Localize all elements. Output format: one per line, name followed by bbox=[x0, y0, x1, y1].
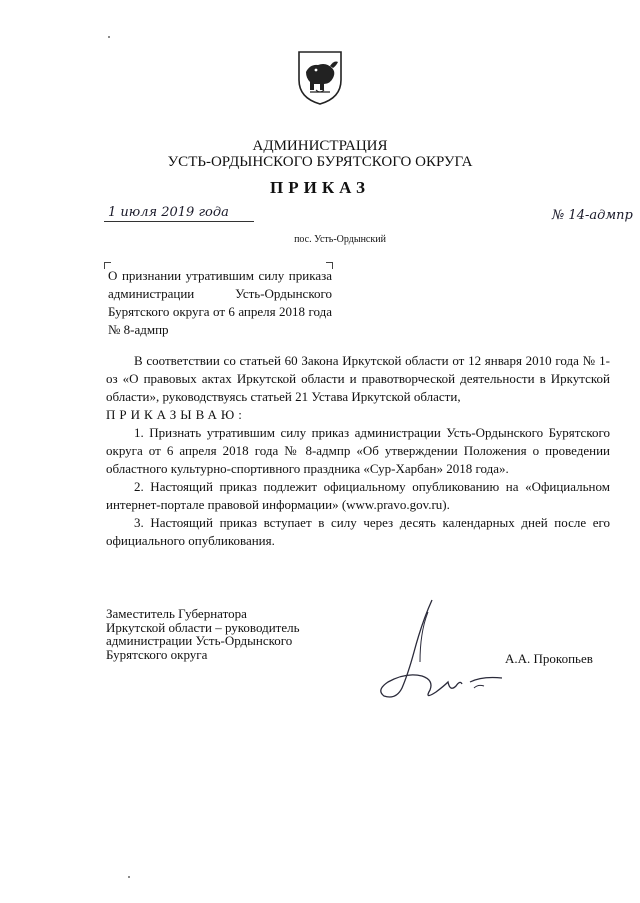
order-item-3: 3. Настоящий приказ вступает в силу через десять календарных дней после его официального опубликования. bbox=[106, 515, 610, 548]
date-underline bbox=[104, 221, 254, 222]
document-subject: О признании утратившим силу приказа администрации Усть-Ордынского Бурятского округа от 6 апреля 2018 года № 8-адмпр bbox=[108, 268, 332, 337]
signatory-line-3: администрации Усть-Ордынского bbox=[106, 633, 293, 648]
org-name-line1: АДМИНИСТРАЦИЯ bbox=[252, 138, 388, 154]
document-body bbox=[106, 352, 610, 550]
order-item-1: 1. Признать утратившим силу приказ администрации Усть-Ордынского Бурятского округа от 6 апреля 2018 года № 8-адмпр «Об утверждении Положения о проведении областного культурно-спортивного праздника «Сур-Харбан» 2018 года». bbox=[106, 425, 610, 476]
handwritten-signature bbox=[362, 592, 512, 722]
coat-of-arms-icon bbox=[296, 50, 344, 106]
signatory-line-1: Заместитель Губернатора bbox=[106, 606, 247, 621]
signatory-line-4: Бурятского округа bbox=[106, 646, 208, 662]
handwritten-date: 1 июля 2019 года bbox=[108, 205, 229, 220]
preamble-paragraph: В соответствии со статьей 60 Закона Иркутской области от 12 января 2010 года № 1-оз «О правовых актах Иркутской области и правотворческой деятельности в Иркутской области», руководствуясь статьей 21 Устава Иркутской области, bbox=[106, 353, 610, 404]
scan-speck bbox=[108, 36, 110, 38]
signatory-position bbox=[106, 607, 366, 661]
handwritten-number: № 14-адмпр bbox=[552, 208, 633, 223]
place-of-issue: пос. Усть-Ордынский bbox=[294, 234, 386, 245]
signatory-name: А.А. Прокопьев bbox=[505, 651, 593, 666]
signatory-line-2: Иркутской области – руководитель bbox=[106, 619, 300, 635]
org-name-line2: УСТЬ-ОРДЫНСКОГО БУРЯТСКОГО ОКРУГА bbox=[167, 154, 473, 170]
scan-speck bbox=[128, 876, 130, 878]
order-item-2: 2. Настоящий приказ подлежит официальному опубликованию на «Официальном интернет-портале правовой информации» (www.pravo.gov.ru). bbox=[106, 479, 610, 512]
order-word: ПРИКАЗЫВАЮ: bbox=[106, 407, 246, 422]
document-type-title: ПРИКАЗ bbox=[270, 178, 370, 197]
